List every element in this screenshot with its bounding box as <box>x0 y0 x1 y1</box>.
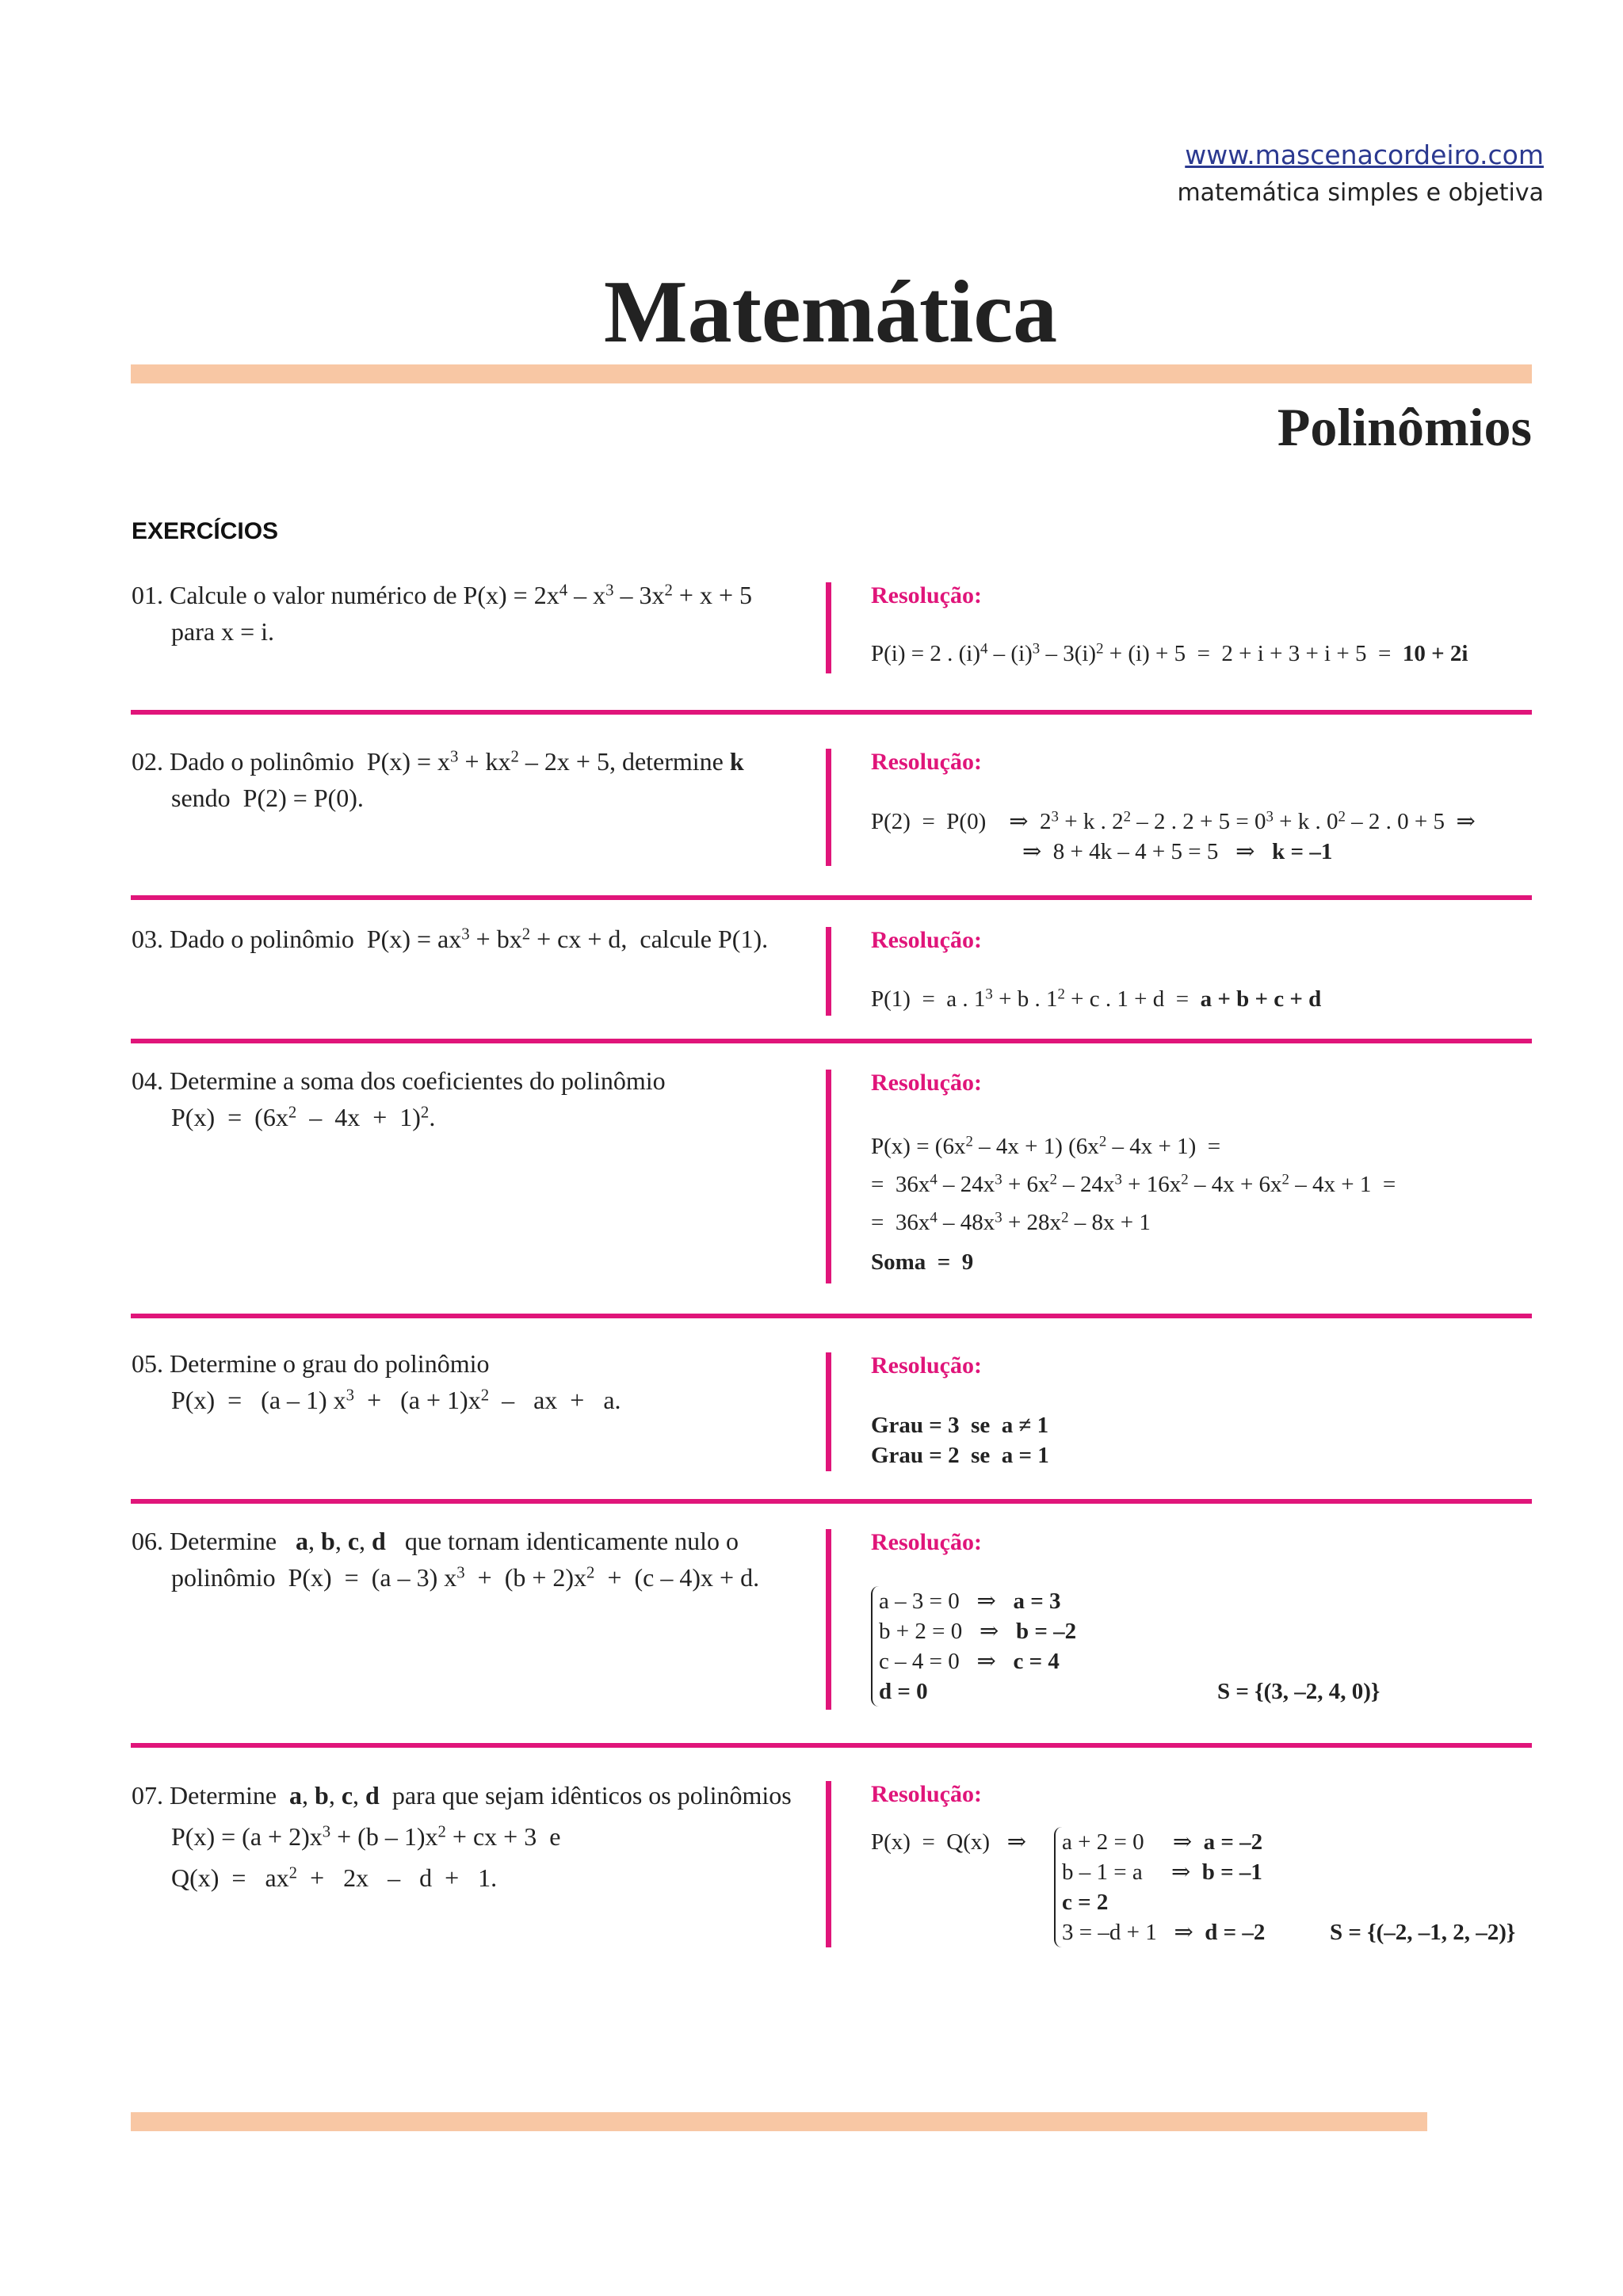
exercise-06-resolution <box>871 1586 1076 1707</box>
page-title: Matemática <box>603 263 1058 361</box>
exercise-02-statement: 02. Dado o polinômio $P(x) = x^3 + kx^2 - 2x + 5$, determine k sendo P(2) = P(0). <box>132 747 744 812</box>
exercise-separator <box>131 1499 1532 1504</box>
exercise-number: 07. <box>132 1781 163 1810</box>
exercise-05-resolution-line2: Grau = 2 se a = 1 <box>871 1443 1049 1468</box>
resolution-label: Resolução: <box>871 1352 982 1379</box>
exercise-separator <box>131 1743 1532 1748</box>
resolution-divider <box>826 1352 831 1471</box>
resolution-divider <box>826 927 831 1016</box>
exercise-separator <box>131 710 1532 715</box>
exercise-04-answer: Soma = 9 <box>871 1249 974 1275</box>
exercise-number: 01. <box>132 581 163 609</box>
exercise-03-statement: 03. Dado o polinômio $P(x) = ax^3 + bx^2$ + cx + d, calcule P(1). <box>132 925 769 953</box>
footer-divider <box>131 2112 1427 2131</box>
exercise-05-statement: 05. Determine o grau do polinômio P(x) = (a – 1) $x^3 + (a + 1)x^2$ – ax + a. <box>132 1349 621 1414</box>
resolution-divider <box>826 1070 831 1283</box>
site-tagline: matemática simples e objetiva <box>1177 179 1544 207</box>
exercise-separator <box>131 1314 1532 1318</box>
resolution-divider <box>826 1529 831 1710</box>
resolution-divider <box>826 1781 831 1947</box>
exercise-07-statement: 07. Determine a, b, c, d para que sejam idênticos os polinômios $P(x) = (a + 2)x^3 + (b - 1)x^2$ + cx + 3 e $Q(x) = ax^2 + 2x - d + 1$. <box>132 1781 792 1892</box>
exercise-separator <box>131 895 1532 900</box>
exercise-05-resolution: Grau = 3 se a ≠ 1 <box>871 1413 1049 1438</box>
exercise-number: 03. <box>132 925 163 953</box>
section-heading: EXERCÍCIOS <box>132 518 279 544</box>
resolution-label: Resolução: <box>871 1529 982 1555</box>
exercise-07-system <box>1054 1827 1265 1947</box>
resolution-label: Resolução: <box>871 582 982 608</box>
exercise-04-resolution-line3: = $36x^4 - 48x^3 + 28x^2 - 8x + 1$ <box>871 1209 1151 1235</box>
exercise-number: 05. <box>132 1349 163 1378</box>
exercise-04-resolution-line2: = $36x^4 - 24x^3 + 6x^2 - 24x^3 + 16x^2 - 4x + 6x^2 - 4x + 1$ = <box>871 1171 1396 1197</box>
subject-title: Polinômios <box>1277 397 1532 457</box>
resolution-label: Resolução: <box>871 1070 982 1096</box>
exercise-04-statement: 04. Determine a soma dos coeficientes do polinômio $P(x) = (6x^2 - 4x + 1)^2$. <box>132 1066 666 1131</box>
exercise-02-resolution-line2: ⇒ 8 + 4k – 4 + 5 = 5 ⇒ k = –1 <box>1022 839 1333 864</box>
resolution-label: Resolução: <box>871 927 982 953</box>
title-divider <box>131 364 1532 383</box>
exercise-02-resolution: P(2) = P(0) ⇒ $2^3 + k$ . $2^2 - 2$ . $2 + 5 = 0^3 + k$ . $0^2 - 2$ . 0 + 5 ⇒ <box>871 808 1476 834</box>
resolution-divider <box>826 749 831 866</box>
exercise-07-answer: S = {(–2, –1, 2, –2)} <box>1330 1920 1516 1945</box>
exercise-number: 06. <box>132 1527 163 1555</box>
exercise-04-resolution: $P(x) = (6x^2 - 4x + 1)$ $(6x^2 - 4x + 1)$ = <box>871 1133 1221 1159</box>
exercise-06-statement: 06. Determine a, b, c, d que tornam identicamente nulo o polinômio P(x) = (a – 3) $x^3 + (b + 2)x^2 + (c - 4)x + d$. <box>132 1527 760 1592</box>
exercise-06-answer: S = {(3, –2, 4, 0)} <box>1217 1679 1381 1704</box>
exercise-01-resolution: P(i) = 2 . $(i)^4 - (i)^3 - 3(i)^2 + (i) + 5 = 2 + i + 3 + i + 5 = 10 + 2i$ <box>871 640 1468 666</box>
exercise-number: 04. <box>132 1066 163 1095</box>
exercise-03-resolution: P(1) = a . $1^3 + b$ . $1^2 + c$ . 1 + d = a + b + c + d <box>871 986 1322 1012</box>
exercise-07-resolution: P(x) = Q(x) ⇒ <box>871 1829 1027 1855</box>
resolution-divider <box>826 582 831 673</box>
equation-system-brace: a – 3 = 0 ⇒ a = 3 b + 2 = 0 ⇒ b = –2 c – 4 = 0 ⇒ c = 4 d = 0 <box>871 1586 1076 1707</box>
site-url-link[interactable]: www.mascenacordeiro.com <box>1185 139 1544 170</box>
exercise-01-statement: 01. Calcule o valor numérico de $P(x) = 2x^4 - x^3 - 3x^2 + x + 5$ para x = i. <box>132 581 752 646</box>
exercise-separator <box>131 1039 1532 1043</box>
equation-system-brace: a + 2 = 0 ⇒ a = –2 b – 1 = a ⇒ b = –1 c = 2 3 = –d + 1 ⇒ d = –2 <box>1054 1827 1265 1947</box>
resolution-label: Resolução: <box>871 1781 982 1807</box>
resolution-label: Resolução: <box>871 749 982 775</box>
exercise-number: 02. <box>132 747 163 776</box>
